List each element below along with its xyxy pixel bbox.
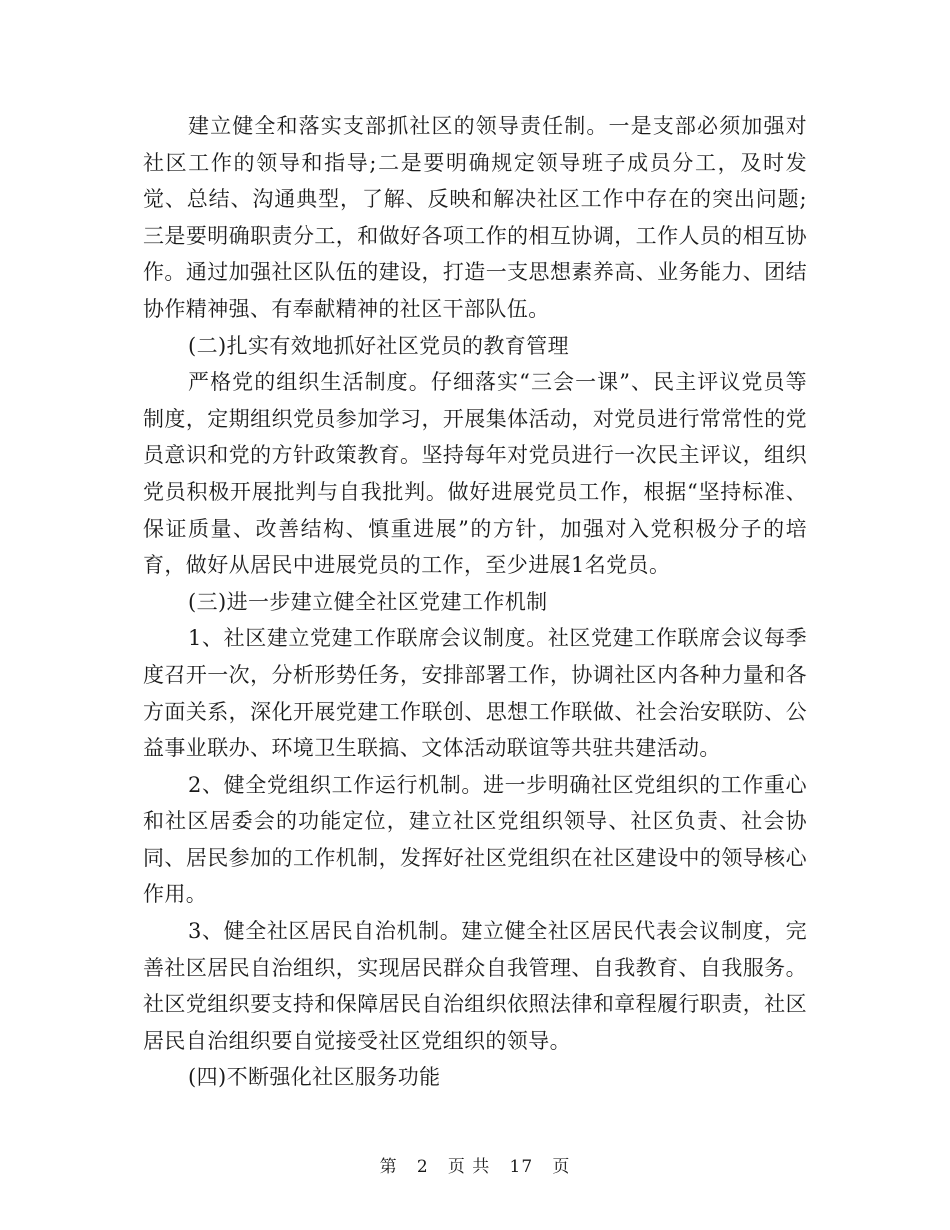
footer-page-number: 2 xyxy=(416,1157,429,1177)
footer-middle: 页 共 xyxy=(447,1157,491,1177)
body-paragraph: 3、健全社区居民自治机制。建立健全社区居民代表会议制度，完善社区居民自治组织，实现居民群众自我管理、自我教育、自我服务。社区党组织要支持和保障居民自治组织依照法律和章程履行职责，社区居民自治组织要自觉接受社区党组织的领导。 xyxy=(143,919,807,1053)
footer-total-pages: 17 xyxy=(509,1157,534,1177)
section-heading: (三)进一步建立健全社区党建工作机制 xyxy=(188,589,548,614)
document-body xyxy=(143,108,807,1096)
footer-suffix: 页 xyxy=(552,1157,571,1177)
body-paragraph: 1、社区建立党建工作联席会议制度。社区党建工作联席会议每季度召开一次，分析形势任务，安排部署工作，协调社区内各种力量和各方面关系，深化开展党建工作联创、思想工作联做、社会治安联防、公益事业联办、环境卫生联搞、文体活动联谊等共驻共建活动。 xyxy=(143,626,807,761)
body-paragraph: 2、健全党组织工作运行机制。进一步明确社区党组织的工作重心和社区居委会的功能定位，建立社区党组织领导、社区负责、社会协同、居民参加的工作机制，发挥好社区党组织在社区建设中的领导核心作用。 xyxy=(143,772,807,907)
section-heading: (四)不断强化社区服务功能 xyxy=(188,1065,441,1090)
section-heading: (二)扎实有效地抓好社区党员的教育管理 xyxy=(188,333,569,358)
page-footer xyxy=(0,1152,950,1177)
body-paragraph: 建立健全和落实支部抓社区的领导责任制。一是支部必须加强对社区工作的领导和指导;二是要明确规定领导班子成员分工，及时发觉、总结、沟通典型，了解、反映和解决社区工作中存在的突出问题;三是要明确职责分工，和做好各项工作的相互协调，工作人员的相互协作。通过加强社区队伍的建设，打造一支思想素养高、业务能力、团结协作精神强、有奉献精神的社区干部队伍。 xyxy=(143,114,807,321)
body-paragraph: 严格党的组织生活制度。仔细落实“三会一课”、民主评议党员等制度，定期组织党员参加学习，开展集体活动，对党员进行常常性的党员意识和党的方针政策教育。坚持每年对党员进行一次民主评议，组织党员积极开展批判与自我批判。做好进展党员工作，根据“坚持标准、保证质量、改善结构、慎重进展”的方针，加强对入党积极分子的培育，做好从居民中进展党员的工作，至少进展1名党员。 xyxy=(143,370,807,578)
footer-prefix: 第 xyxy=(379,1157,398,1177)
